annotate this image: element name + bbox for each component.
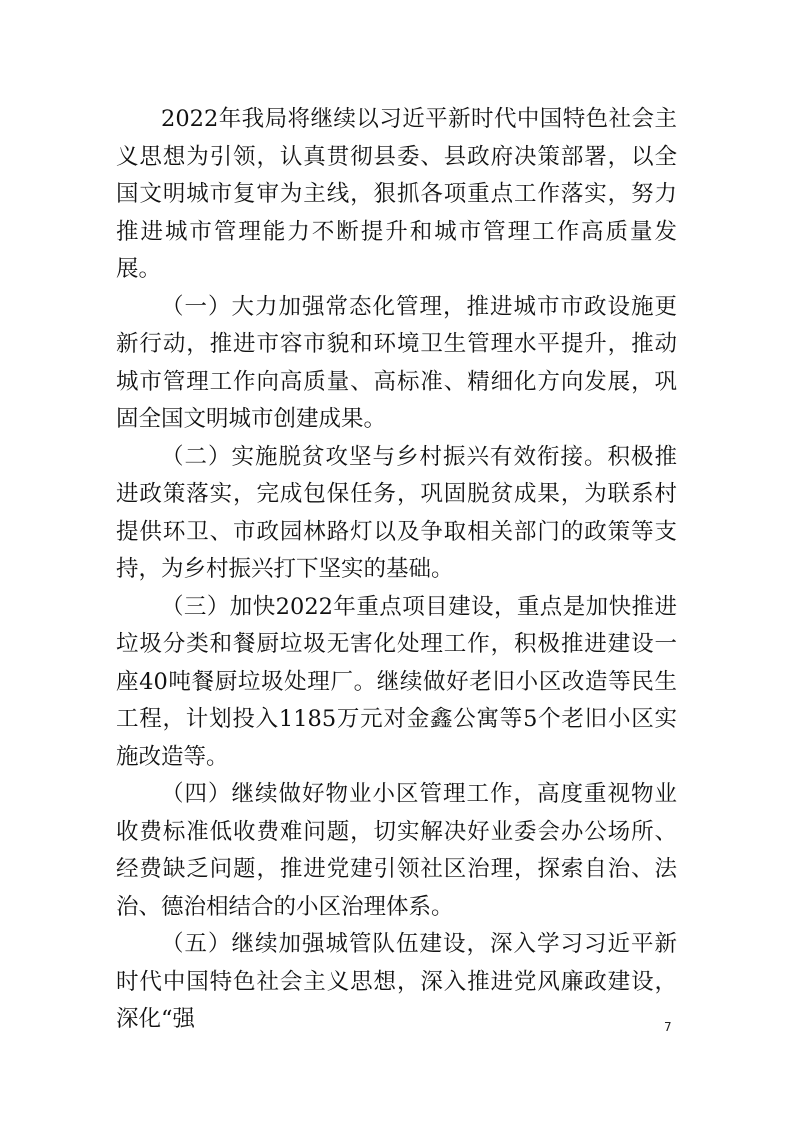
paragraph-item-1: （一）大力加强常态化管理，推进城市市政设施更新行动，推进市容市貌和环境卫生管理水平提升，推动城市管理工作向高质量、高标准、精细化方向发展，巩固全国文明城市创建成果。 — [116, 293, 677, 432]
document-body — [116, 101, 677, 1039]
paragraph-intro: 2022年我局将继续以习近平新时代中国特色社会主义思想为引领，认真贯彻县委、县政府决策部署，以全国文明城市复审为主线，狠抓各项重点工作落实，努力推进城市管理能力不断提升和城市管理工作高质量发展。 — [116, 106, 677, 282]
paragraph-item-5: （五）继续加强城管队伍建设，深入学习习近平新时代中国特色社会主义思想，深入推进党风廉政建设，深化“强 — [116, 931, 677, 1032]
page-number: 7 — [664, 1020, 672, 1034]
paragraph-item-2: （二）实施脱贫攻坚与乡村振兴有效衔接。积极推进政策落实，完成包保任务，巩固脱贫成果，为联系村提供环卫、市政园林路灯以及争取相关部门的政策等支持，为乡村振兴打下坚实的基础。 — [116, 443, 677, 582]
paragraph-item-3: （三）加快2022年重点项目建设，重点是加快推进垃圾分类和餐厨垃圾无害化处理工作，积极推进建设一座40吨餐厨垃圾处理厂。继续做好老旧小区改造等民生工程，计划投入1185万元对金鑫公寓等5个老旧小区实施改造等。 — [116, 593, 677, 770]
paragraph-item-4: （四）继续做好物业小区管理工作，高度重视物业收费标准低收费难问题，切实解决好业委会办公场所、经费缺乏问题，推进党建引领社区治理，探索自治、法治、德治相结合的小区治理体系。 — [116, 781, 677, 920]
